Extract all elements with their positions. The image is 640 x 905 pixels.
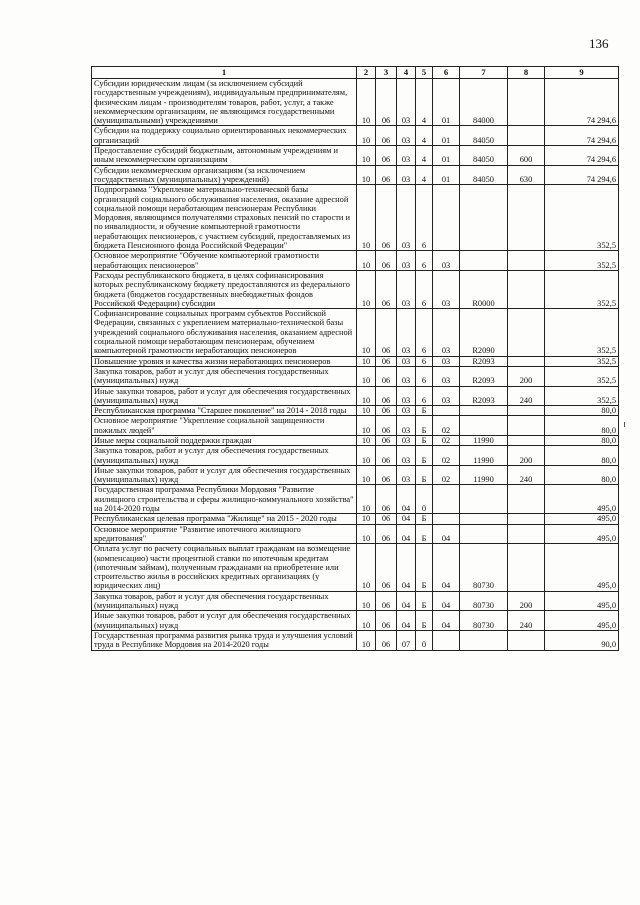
event-code-cell: 01 xyxy=(433,165,460,185)
amount-cell: 80,0 xyxy=(545,406,619,416)
table-row xyxy=(92,270,619,308)
row-name-cell: Софинансирование социальных программ субъектов Российской Федерации, связанных с укреплением материально-технической базы учреждений социального обслуживания населения, оказанием адресной социальной помощи неработающим пенсионерам, обучением компьютерной грамотности неработающих пенсионеров xyxy=(92,309,357,356)
column-header: 2 xyxy=(357,67,376,79)
row-name-cell: Государственная программа развития рынка труда и улучшения условий труда в Республике Мордовия на 2014-2020 годы xyxy=(92,630,357,650)
event-code-cell: 01 xyxy=(433,126,460,146)
expense-code-cell: R2093 xyxy=(460,356,508,366)
expense-type-cell: 240 xyxy=(508,611,545,631)
subsection-code-cell: 06 xyxy=(376,185,397,251)
article-code-cell: 03 xyxy=(397,406,416,416)
program-code-cell: 6 xyxy=(416,185,433,251)
table-row xyxy=(92,406,619,416)
article-code-cell: 03 xyxy=(397,435,416,445)
subsection-code-cell: 06 xyxy=(376,524,397,544)
table-row xyxy=(92,366,619,386)
row-name-cell: Расходы республиканского бюджета, в целях софинансирования которых республиканскому бюджету предоставляются из федерального бюджета (бюджетов государственных внебюджетных фондов Российской Федерации) субсидии xyxy=(92,270,357,308)
event-code-cell xyxy=(433,630,460,650)
section-code-cell: 10 xyxy=(357,485,376,514)
subsection-code-cell: 06 xyxy=(376,366,397,386)
section-code-cell: 10 xyxy=(357,270,376,308)
expense-code-cell: R0000 xyxy=(460,270,508,308)
subsection-code-cell: 06 xyxy=(376,446,397,466)
expense-type-cell xyxy=(508,435,545,445)
subsection-code-cell: 06 xyxy=(376,630,397,650)
expense-type-cell: 630 xyxy=(508,165,545,185)
subsection-code-cell: 06 xyxy=(376,270,397,308)
amount-cell: 74 294,6 xyxy=(545,126,619,146)
row-name-cell: Подпрограмма "Укрепление материально-технической базы организаций социального обслуживания населения, оказание адресной социальной помощи неработающим пенсионерам Республики Мордовия, являющимся получателями страховых пенсий по старости и по инвалидности, и обучение компьютерной грамотности неработающих пенсионеров, с участием субсидий, предоставляемых из бюджета Пенсионного фонда Российской Федерации" xyxy=(92,185,357,251)
column-header: 3 xyxy=(376,67,397,79)
event-code-cell xyxy=(433,406,460,416)
expense-type-cell xyxy=(508,630,545,650)
expense-code-cell: 80730 xyxy=(460,611,508,631)
table-row xyxy=(92,185,619,251)
amount-cell: 495,0 xyxy=(545,524,619,544)
program-code-cell: Б xyxy=(416,446,433,466)
table-row xyxy=(92,591,619,611)
subsection-code-cell: 06 xyxy=(376,251,397,271)
section-code-cell: 10 xyxy=(357,630,376,650)
article-code-cell: 04 xyxy=(397,544,416,591)
event-code-cell: 04 xyxy=(433,591,460,611)
expense-type-cell xyxy=(508,251,545,271)
amount-cell: 90,0 xyxy=(545,630,619,650)
expense-type-cell xyxy=(508,126,545,146)
article-code-cell: 07 xyxy=(397,630,416,650)
expense-code-cell xyxy=(460,406,508,416)
event-code-cell: 02 xyxy=(433,435,460,445)
table-row xyxy=(92,126,619,146)
table-row xyxy=(92,146,619,166)
article-code-cell: 04 xyxy=(397,524,416,544)
budget-table xyxy=(91,66,619,651)
event-code-cell: 03 xyxy=(433,386,460,406)
article-code-cell: 03 xyxy=(397,386,416,406)
table-row xyxy=(92,165,619,185)
subsection-code-cell: 06 xyxy=(376,165,397,185)
row-name-cell: Государственная программа Республики Мордовия "Развитие жилищного строительства и сферы жилищно-коммунального хозяйства" на 2014-2020 годы xyxy=(92,485,357,514)
expense-code-cell: R2093 xyxy=(460,366,508,386)
event-code-cell: 02 xyxy=(433,446,460,466)
article-code-cell: 04 xyxy=(397,485,416,514)
program-code-cell: Б xyxy=(416,406,433,416)
row-name-cell: Субсидии некоммерческим организациям (за исключением государственных (муниципальных) учреждений) xyxy=(92,165,357,185)
article-code-cell: 04 xyxy=(397,591,416,611)
amount-cell: 352,5 xyxy=(545,386,619,406)
amount-cell: 74 294,6 xyxy=(545,146,619,166)
program-code-cell: 0 xyxy=(416,630,433,650)
program-code-cell: 0 xyxy=(416,485,433,514)
amount-cell: 74 294,6 xyxy=(545,79,619,126)
table-row xyxy=(92,544,619,591)
section-code-cell: 10 xyxy=(357,514,376,524)
event-code-cell: 01 xyxy=(433,146,460,166)
subsection-code-cell: 06 xyxy=(376,611,397,631)
row-name-cell: Субсидии юридическим лицам (за исключением субсидий государственным учреждениям), индивидуальным предпринимателям, физическим лицам - производителям товаров, работ, услуг, а также некоммерческим организациям, не являющимся государственными (муниципальными) учреждениями xyxy=(92,79,357,126)
table-row xyxy=(92,630,619,650)
program-code-cell: 4 xyxy=(416,126,433,146)
expense-code-cell xyxy=(460,514,508,524)
expense-code-cell: 80730 xyxy=(460,591,508,611)
amount-cell: 352,5 xyxy=(545,356,619,366)
amount-cell: 495,0 xyxy=(545,485,619,514)
amount-cell: 352,5 xyxy=(545,309,619,356)
event-code-cell: 02 xyxy=(433,416,460,436)
section-code-cell: 10 xyxy=(357,146,376,166)
amount-cell: 495,0 xyxy=(545,591,619,611)
article-code-cell: 03 xyxy=(397,309,416,356)
table-row xyxy=(92,79,619,126)
expense-code-cell: 11990 xyxy=(460,465,508,485)
row-name-cell: Иные закупки товаров, работ и услуг для обеспечения государственных (муниципальных) нужд xyxy=(92,386,357,406)
subsection-code-cell: 06 xyxy=(376,386,397,406)
column-header: 1 xyxy=(92,67,357,79)
expense-type-cell xyxy=(508,524,545,544)
expense-type-cell xyxy=(508,485,545,514)
program-code-cell: Б xyxy=(416,465,433,485)
section-code-cell: 10 xyxy=(357,465,376,485)
expense-code-cell xyxy=(460,524,508,544)
section-code-cell: 10 xyxy=(357,386,376,406)
expense-type-cell: 240 xyxy=(508,465,545,485)
row-name-cell: Основное мероприятие "Укрепление социальной защищенности пожилых людей" xyxy=(92,416,357,436)
amount-cell: 80,0 xyxy=(545,446,619,466)
row-name-cell: Иные закупки товаров, работ и услуг для обеспечения государственных (муниципальных) нужд xyxy=(92,465,357,485)
expense-code-cell xyxy=(460,416,508,436)
expense-code-cell xyxy=(460,251,508,271)
program-code-cell: 6 xyxy=(416,270,433,308)
article-code-cell: 03 xyxy=(397,185,416,251)
expense-type-cell xyxy=(508,416,545,436)
article-code-cell: 03 xyxy=(397,416,416,436)
column-header: 9 xyxy=(545,67,619,79)
event-code-cell xyxy=(433,485,460,514)
section-code-cell: 10 xyxy=(357,524,376,544)
section-code-cell: 10 xyxy=(357,356,376,366)
program-code-cell: 6 xyxy=(416,251,433,271)
program-code-cell: 4 xyxy=(416,165,433,185)
table-row xyxy=(92,514,619,524)
row-name-cell: Закупка товаров, работ и услуг для обеспечения государственных (муниципальных) нужд xyxy=(92,446,357,466)
event-code-cell: 03 xyxy=(433,356,460,366)
event-code-cell: 03 xyxy=(433,251,460,271)
table-row xyxy=(92,309,619,356)
program-code-cell: Б xyxy=(416,416,433,436)
event-code-cell: 03 xyxy=(433,270,460,308)
article-code-cell: 03 xyxy=(397,146,416,166)
program-code-cell: 6 xyxy=(416,366,433,386)
row-name-cell: Основное мероприятие "Развитие ипотечного жилищного кредитования" xyxy=(92,524,357,544)
table-row xyxy=(92,435,619,445)
expense-type-cell xyxy=(508,309,545,356)
table-row xyxy=(92,251,619,271)
program-code-cell: Б xyxy=(416,514,433,524)
expense-code-cell xyxy=(460,630,508,650)
section-code-cell: 10 xyxy=(357,251,376,271)
section-code-cell: 10 xyxy=(357,446,376,466)
column-header: 5 xyxy=(416,67,433,79)
expense-code-cell xyxy=(460,485,508,514)
article-code-cell: 04 xyxy=(397,514,416,524)
section-code-cell: 10 xyxy=(357,591,376,611)
subsection-code-cell: 06 xyxy=(376,406,397,416)
amount-cell: 352,5 xyxy=(545,185,619,251)
expense-type-cell xyxy=(508,270,545,308)
program-code-cell: Б xyxy=(416,435,433,445)
row-name-cell: Иные закупки товаров, работ и услуг для обеспечения государственных (муниципальных) нужд xyxy=(92,611,357,631)
expense-type-cell xyxy=(508,544,545,591)
subsection-code-cell: 06 xyxy=(376,309,397,356)
program-code-cell: Б xyxy=(416,611,433,631)
program-code-cell: 6 xyxy=(416,356,433,366)
expense-type-cell: 200 xyxy=(508,366,545,386)
expense-code-cell: 84050 xyxy=(460,165,508,185)
table-row xyxy=(92,524,619,544)
row-name-cell: Закупка товаров, работ и услуг для обеспечения государственных (муниципальных) нужд xyxy=(92,366,357,386)
table-row xyxy=(92,611,619,631)
column-header: 8 xyxy=(508,67,545,79)
expense-type-cell: 240 xyxy=(508,386,545,406)
event-code-cell: 04 xyxy=(433,524,460,544)
amount-cell: 495,0 xyxy=(545,544,619,591)
event-code-cell xyxy=(433,514,460,524)
article-code-cell: 03 xyxy=(397,356,416,366)
column-header: 4 xyxy=(397,67,416,79)
program-code-cell: Б xyxy=(416,591,433,611)
program-code-cell: 6 xyxy=(416,309,433,356)
column-header: 7 xyxy=(460,67,508,79)
amount-cell: 495,0 xyxy=(545,514,619,524)
article-code-cell: 03 xyxy=(397,126,416,146)
expense-code-cell: 80730 xyxy=(460,544,508,591)
expense-type-cell xyxy=(508,185,545,251)
program-code-cell: Б xyxy=(416,544,433,591)
subsection-code-cell: 06 xyxy=(376,416,397,436)
expense-type-cell: 200 xyxy=(508,446,545,466)
subsection-code-cell: 06 xyxy=(376,79,397,126)
section-code-cell: 10 xyxy=(357,611,376,631)
expense-code-cell: 11990 xyxy=(460,446,508,466)
subsection-code-cell: 06 xyxy=(376,544,397,591)
section-code-cell: 10 xyxy=(357,406,376,416)
amount-cell: 352,5 xyxy=(545,251,619,271)
section-code-cell: 10 xyxy=(357,309,376,356)
program-code-cell: 4 xyxy=(416,146,433,166)
section-code-cell: 10 xyxy=(357,79,376,126)
subsection-code-cell: 06 xyxy=(376,465,397,485)
table-body xyxy=(92,79,619,651)
amount-cell: 352,5 xyxy=(545,366,619,386)
row-name-cell: Республиканская целевая программа "Жилище" на 2015 - 2020 годы xyxy=(92,514,357,524)
row-name-cell: Предоставление субсидий бюджетным, автономным учреждениям и иным некоммерческим организациям xyxy=(92,146,357,166)
event-code-cell: 02 xyxy=(433,465,460,485)
expense-code-cell: R2093 xyxy=(460,386,508,406)
event-code-cell: 03 xyxy=(433,309,460,356)
expense-type-cell xyxy=(508,79,545,126)
event-code-cell: 04 xyxy=(433,611,460,631)
expense-type-cell: 600 xyxy=(508,146,545,166)
column-header: 6 xyxy=(433,67,460,79)
section-code-cell: 10 xyxy=(357,165,376,185)
expense-type-cell: 200 xyxy=(508,591,545,611)
expense-type-cell xyxy=(508,514,545,524)
article-code-cell: 03 xyxy=(397,446,416,466)
expense-code-cell xyxy=(460,185,508,251)
subsection-code-cell: 06 xyxy=(376,514,397,524)
section-code-cell: 10 xyxy=(357,435,376,445)
article-code-cell: 03 xyxy=(397,251,416,271)
scan-mark xyxy=(624,422,625,427)
subsection-code-cell: 06 xyxy=(376,146,397,166)
row-name-cell: Основное мероприятие "Обучение компьютерной грамотности неработающих пенсионеров" xyxy=(92,251,357,271)
row-name-cell: Оплата услуг по расчету социальных выплат гражданам на возмещение (компенсацию) части процентной ставки по ипотечным кредитам (ипотечным займам), полученным гражданами на приобретение или строительство жилья в российских кредитных организациях (у юридических лиц) xyxy=(92,544,357,591)
table-header-row xyxy=(92,67,619,79)
subsection-code-cell: 06 xyxy=(376,485,397,514)
subsection-code-cell: 06 xyxy=(376,591,397,611)
section-code-cell: 10 xyxy=(357,416,376,436)
article-code-cell: 03 xyxy=(397,165,416,185)
table-row xyxy=(92,485,619,514)
article-code-cell: 03 xyxy=(397,465,416,485)
program-code-cell: 6 xyxy=(416,386,433,406)
row-name-cell: Закупка товаров, работ и услуг для обеспечения государственных (муниципальных) нужд xyxy=(92,591,357,611)
table-row xyxy=(92,356,619,366)
subsection-code-cell: 06 xyxy=(376,126,397,146)
program-code-cell: Б xyxy=(416,524,433,544)
amount-cell: 80,0 xyxy=(545,416,619,436)
article-code-cell: 03 xyxy=(397,270,416,308)
section-code-cell: 10 xyxy=(357,126,376,146)
subsection-code-cell: 06 xyxy=(376,435,397,445)
expense-type-cell xyxy=(508,356,545,366)
amount-cell: 80,0 xyxy=(545,465,619,485)
row-name-cell: Республиканская программа "Старшее поколение" на 2014 - 2018 годы xyxy=(92,406,357,416)
row-name-cell: Субсидии на поддержку социально ориентированных некоммерческих организаций xyxy=(92,126,357,146)
section-code-cell: 10 xyxy=(357,544,376,591)
amount-cell: 352,5 xyxy=(545,270,619,308)
expense-type-cell xyxy=(508,406,545,416)
table-row xyxy=(92,465,619,485)
event-code-cell xyxy=(433,185,460,251)
section-code-cell: 10 xyxy=(357,366,376,386)
expense-code-cell: 84000 xyxy=(460,79,508,126)
table-row xyxy=(92,416,619,436)
expense-code-cell: 84050 xyxy=(460,146,508,166)
section-code-cell: 10 xyxy=(357,185,376,251)
amount-cell: 80,0 xyxy=(545,435,619,445)
event-code-cell: 03 xyxy=(433,366,460,386)
row-name-cell: Иные меры социальной поддержки граждан xyxy=(92,435,357,445)
expense-code-cell: 11990 xyxy=(460,435,508,445)
event-code-cell: 01 xyxy=(433,79,460,126)
table-row xyxy=(92,386,619,406)
amount-cell: 74 294,6 xyxy=(545,165,619,185)
article-code-cell: 04 xyxy=(397,611,416,631)
article-code-cell: 03 xyxy=(397,79,416,126)
row-name-cell: Повышение уровня и качества жизни неработающих пенсионеров xyxy=(92,356,357,366)
article-code-cell: 03 xyxy=(397,366,416,386)
expense-code-cell: R2090 xyxy=(460,309,508,356)
page-number: 136 xyxy=(589,36,609,51)
subsection-code-cell: 06 xyxy=(376,356,397,366)
expense-code-cell: 84050 xyxy=(460,126,508,146)
event-code-cell: 04 xyxy=(433,544,460,591)
amount-cell: 495,0 xyxy=(545,611,619,631)
program-code-cell: 4 xyxy=(416,79,433,126)
table-row xyxy=(92,446,619,466)
